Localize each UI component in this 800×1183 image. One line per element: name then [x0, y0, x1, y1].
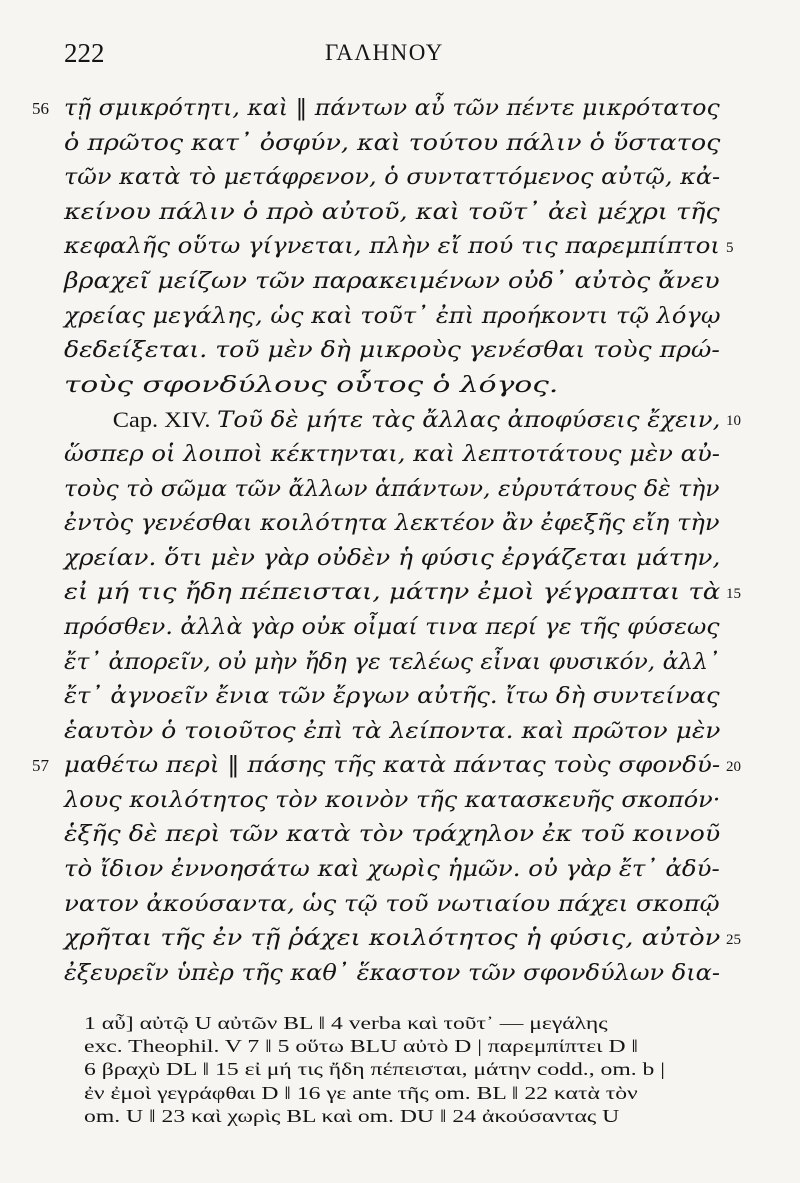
text-line — [64, 403, 741, 438]
line-number: 5 — [726, 240, 734, 257]
greek-text: κεφαλῆς οὕτω γίγνεται, πλὴν εἴ πού τις παρεμπίπτοι — [64, 234, 720, 260]
line-text — [64, 507, 720, 542]
greek-text: τὸ ἴδιον ἐννοησάτω καὶ χωρὶς ἡμῶν. οὐ γὰρ ἔτ᾽ ἀδύ- — [64, 857, 720, 883]
text-line — [64, 611, 724, 646]
greek-text: πρόσθεν. ἀλλὰ γὰρ οὐκ οἶμαί τινα περί γε τῆς φύσεως — [64, 614, 720, 640]
line-text — [64, 818, 720, 853]
greek-text: βραχεῖ μείζων τῶν παρακειμένων οὐδ᾽ αὐτὸς ἄνευ — [64, 268, 720, 294]
greek-text: τῶν κατὰ τὸ μετάφρενον, ὁ συνταττόμενος αὐτῷ, κἀ- — [64, 165, 721, 191]
greek-text: λους κοιλότητος τὸν κοινὸν τῆς κατασκευῆς σκοπόν· — [64, 787, 721, 813]
greek-text: Τοῦ δὲ μήτε τὰς ἄλλας ἀποφύσεις ἔχειν, — [217, 408, 721, 434]
line-text — [64, 749, 720, 784]
page-number: 222 — [64, 38, 105, 68]
greek-text: τοὺς τὸ σῶμα τῶν ἄλλων ἁπάντων, εὐρυτάτους δὲ τὴν — [64, 476, 720, 502]
greek-text: ἑξῆς δὲ περὶ τῶν κατὰ τὸν τράχηλον ἐκ τοῦ κοινοῦ — [64, 822, 721, 848]
line-text — [64, 127, 720, 162]
running-head: ΓΑΛΗΝΟΥ — [325, 40, 444, 65]
text-line — [64, 542, 724, 577]
greek-text: ὥσπερ οἱ λοιποὶ κέκτηνται, καὶ λεπτοτάτους μὲν αὐ- — [64, 441, 720, 467]
greek-text: τῇ σμικρότητι, καὶ ‖ πάντων αὖ τῶν πέντε μικρότατος — [64, 96, 720, 121]
apparatus-line — [84, 1058, 730, 1081]
text-line — [64, 473, 724, 508]
line-text — [64, 888, 720, 923]
line-text — [64, 957, 720, 992]
apparatus-text: exc. Theophil. V 7 ‖ 5 οὕτω BLU αὐτὸ D | παρεμπίπτει D ‖ — [84, 1036, 639, 1057]
text-line — [64, 922, 741, 957]
line-text — [64, 161, 720, 196]
text-line — [64, 957, 724, 992]
greek-text: χρείας μεγάλης, ὡς καὶ τοῦτ᾽ ἐπὶ προήκοντι τῷ λόγῳ — [64, 303, 721, 329]
text-line — [64, 369, 724, 404]
greek-text: εἰ μή τις ἤδη πέπεισται, μάτην ἐμοὶ γέγραπται τὰ — [64, 580, 721, 606]
text-line — [64, 438, 724, 473]
greek-text: χρῆται τῆς ἐν τῇ ῥάχει κοιλότητος ἡ φύσις, αὐτὸν — [64, 926, 721, 952]
apparatus-text: 1 αὖ] αὐτῷ U αὐτῶν BL ‖ 4 verba καὶ τοῦτ᾽ — μεγάλης — [84, 1013, 608, 1033]
text-line — [64, 230, 734, 265]
line-text — [64, 715, 720, 750]
text-line — [32, 92, 724, 127]
line-text — [64, 265, 720, 300]
line-text — [64, 300, 720, 335]
line-text — [64, 784, 720, 819]
text-line — [64, 334, 724, 369]
greek-text: δεδείξεται. τοῦ μὲν δὴ μικροὺς γενέσθαι τοὺς πρώ- — [64, 338, 720, 364]
greek-text: νατον ἀκούσαντα, ὡς τῷ τοῦ νωτιαίου πάχει σκοπῷ — [64, 891, 720, 917]
greek-text: χρείαν. ὅτι μὲν γὰρ οὐδὲν ἡ φύσις ἐργάζεται μάτην, — [64, 545, 721, 571]
line-text — [64, 473, 720, 508]
apparatus-line — [84, 1105, 730, 1128]
greek-text: τοὺς σφονδύλους οὗτος ὁ λόγος. — [64, 372, 559, 398]
edition-page-marker: 56 — [32, 99, 49, 118]
critical-apparatus — [84, 1012, 730, 1128]
line-text — [64, 196, 720, 231]
line-text — [64, 542, 720, 577]
text-line — [64, 680, 724, 715]
greek-text: κείνου πάλιν ὁ πρὸ αὐτοῦ, καὶ τοῦτ᾽ ἀεὶ μέχρι τῆς — [64, 199, 720, 225]
text-line — [64, 646, 724, 681]
line-text — [64, 369, 558, 404]
line-text — [64, 334, 720, 369]
apparatus-text: ἐν ἐμοὶ γεγράφθαι D ‖ 16 γε ante τῆς om. BL ‖ 22 κατὰ τὸν — [84, 1082, 638, 1103]
text-line — [64, 715, 724, 750]
line-number: 20 — [726, 759, 741, 776]
text-line — [64, 818, 724, 853]
greek-text: ἑαυτὸν ὁ τοιοῦτος ἐπὶ τὰ λείποντα. καὶ πρῶτον μὲν — [64, 718, 721, 744]
apparatus-line — [84, 1035, 730, 1058]
text-line — [64, 576, 741, 611]
line-number: 25 — [726, 932, 741, 949]
text-line — [32, 749, 741, 784]
text-line — [64, 507, 724, 542]
line-text — [64, 403, 720, 439]
apparatus-text: 6 βραχὺ DL ‖ 15 εἰ μή τις ἤδη πέπεισται, μάτην codd., om. b | — [84, 1059, 665, 1080]
edition-page-marker: 57 — [32, 756, 49, 776]
greek-text: ἔτ᾽ ἀπορεῖν, οὐ μὴν ἤδη γε τελέως εἶναι φυσικόν, ἀλλ᾽ — [64, 649, 720, 675]
line-text — [64, 92, 720, 127]
greek-text: ἐξευρεῖν ὑπὲρ τῆς καθ᾽ ἕκαστον τῶν σφονδύλων δια- — [64, 960, 721, 986]
text-line — [64, 784, 724, 819]
line-text — [64, 230, 720, 265]
text-line — [64, 265, 724, 300]
text-line — [64, 127, 724, 162]
line-number: 15 — [726, 586, 741, 603]
apparatus-text: om. U ‖ 23 καὶ χωρὶς BL καὶ om. DU ‖ 24 ἀκούσαντας U — [84, 1105, 620, 1126]
line-text — [64, 646, 720, 681]
text-line — [64, 161, 724, 196]
main-text — [32, 92, 741, 991]
line-text — [64, 680, 720, 715]
text-line — [64, 196, 724, 231]
line-number: 10 — [726, 413, 741, 430]
line-text — [64, 922, 720, 957]
greek-text: ἔτ᾽ ἀγνοεῖν ἔνια τῶν ἔργων αὐτῆς. ἴτω δὴ συντείνας — [64, 684, 720, 710]
line-text — [64, 853, 720, 888]
chapter-heading: Cap. XIV. — [112, 407, 211, 433]
apparatus-line — [84, 1082, 730, 1105]
greek-text: ἐντὸς γενέσθαι κοιλότητα λεκτέον ἂν ἐφεξῆς εἴη τὴν — [64, 511, 720, 537]
text-line — [64, 300, 724, 335]
line-text — [64, 611, 720, 646]
line-text — [64, 576, 720, 611]
greek-text: ὁ πρῶτος κατ᾽ ὀσφύν, καὶ τούτου πάλιν ὁ ὕστατος — [64, 130, 721, 156]
text-line — [64, 853, 724, 888]
apparatus-line — [84, 1012, 730, 1035]
greek-text: μαθέτω περὶ ‖ πάσης τῆς κατὰ πάντας τοὺς σφονδύ- — [64, 753, 721, 779]
line-text — [64, 438, 720, 473]
text-line — [64, 888, 724, 923]
